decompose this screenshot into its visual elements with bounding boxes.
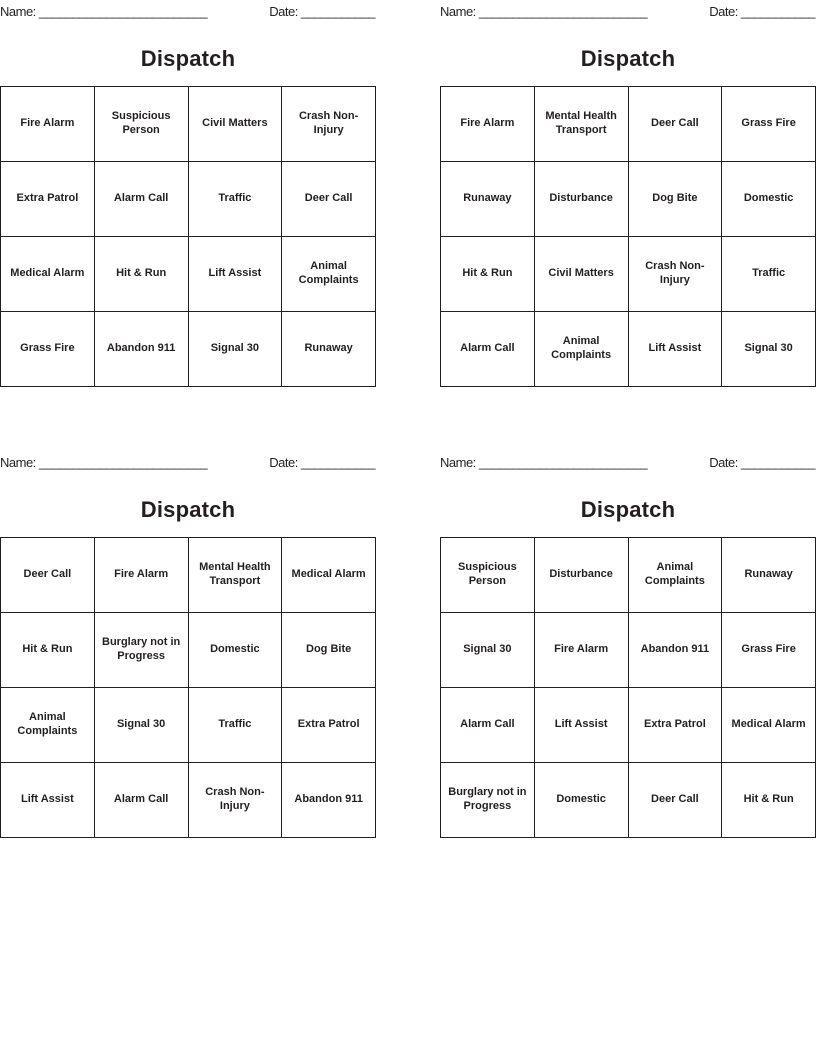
bingo-cell[interactable]: Mental Health Transport — [534, 87, 628, 162]
card-1-table — [0, 86, 376, 387]
bingo-cell[interactable]: Medical Alarm — [722, 688, 816, 763]
card-3-name-field[interactable]: Name: _________________________ — [0, 455, 208, 470]
bingo-cell[interactable]: Civil Matters — [534, 237, 628, 312]
table-row — [441, 312, 816, 387]
bingo-cell[interactable]: Medical Alarm — [282, 538, 376, 613]
table-row — [441, 688, 816, 763]
card-4-meta-row — [440, 451, 816, 477]
table-row — [1, 237, 376, 312]
card-4-date-field[interactable]: Date: ___________ — [709, 455, 815, 470]
bingo-cell[interactable]: Deer Call — [282, 162, 376, 237]
bingo-cell[interactable]: Runaway — [722, 538, 816, 613]
table-row — [1, 763, 376, 838]
card-2-meta-row — [440, 0, 816, 26]
bingo-card-2 — [440, 0, 816, 387]
row-spacer — [440, 387, 816, 451]
table-row — [441, 538, 816, 613]
bingo-cell[interactable]: Hit & Run — [441, 237, 535, 312]
bingo-cell[interactable]: Burglary not in Progress — [94, 613, 188, 688]
table-row — [1, 538, 376, 613]
table-row — [1, 688, 376, 763]
bingo-cell[interactable]: Domestic — [188, 613, 282, 688]
table-row — [441, 763, 816, 838]
bingo-cell[interactable]: Fire Alarm — [1, 87, 95, 162]
bingo-cell[interactable]: Alarm Call — [94, 162, 188, 237]
bingo-card-3 — [0, 451, 376, 838]
bingo-cell[interactable]: Grass Fire — [722, 613, 816, 688]
bingo-cell[interactable]: Signal 30 — [441, 613, 535, 688]
bingo-cell[interactable]: Crash Non-Injury — [628, 237, 722, 312]
bingo-cell[interactable]: Fire Alarm — [94, 538, 188, 613]
table-row — [441, 613, 816, 688]
bingo-cell[interactable]: Runaway — [282, 312, 376, 387]
bingo-cell[interactable]: Dog Bite — [282, 613, 376, 688]
card-3-meta-row — [0, 451, 376, 477]
bingo-cell[interactable]: Medical Alarm — [1, 237, 95, 312]
card-4-title: Dispatch — [580, 497, 676, 522]
bingo-cell[interactable]: Abandon 911 — [282, 763, 376, 838]
bingo-cell[interactable]: Animal Complaints — [282, 237, 376, 312]
card-3-table — [0, 537, 376, 838]
bingo-card-4 — [440, 451, 816, 838]
table-row — [441, 162, 816, 237]
bingo-cell[interactable]: Signal 30 — [188, 312, 282, 387]
bingo-cell[interactable]: Extra Patrol — [628, 688, 722, 763]
table-row — [441, 237, 816, 312]
bingo-cell[interactable]: Lift Assist — [628, 312, 722, 387]
bingo-cell[interactable]: Deer Call — [1, 538, 95, 613]
card-4-table — [440, 537, 816, 838]
bingo-cell[interactable]: Traffic — [188, 162, 282, 237]
bingo-cell[interactable]: Fire Alarm — [441, 87, 535, 162]
bingo-cell[interactable]: Domestic — [534, 763, 628, 838]
bingo-cell[interactable]: Animal Complaints — [1, 688, 95, 763]
bingo-cell[interactable]: Crash Non-Injury — [188, 763, 282, 838]
bingo-cell[interactable]: Mental Health Transport — [188, 538, 282, 613]
table-row — [1, 87, 376, 162]
bingo-cell[interactable]: Grass Fire — [722, 87, 816, 162]
bingo-cell[interactable]: Disturbance — [534, 162, 628, 237]
bingo-cell[interactable]: Extra Patrol — [1, 162, 95, 237]
column-spacer — [376, 451, 440, 838]
card-2-name-field[interactable]: Name: _________________________ — [440, 4, 648, 19]
bingo-cell[interactable]: Deer Call — [628, 763, 722, 838]
bingo-cell[interactable]: Traffic — [722, 237, 816, 312]
card-3-title: Dispatch — [140, 497, 236, 522]
card-1-name-field[interactable]: Name: _________________________ — [0, 4, 208, 19]
bingo-cell[interactable]: Grass Fire — [1, 312, 95, 387]
bingo-cell[interactable]: Lift Assist — [534, 688, 628, 763]
card-2-title: Dispatch — [580, 46, 676, 71]
bingo-cell[interactable]: Hit & Run — [722, 763, 816, 838]
bingo-cell[interactable]: Crash Non-Injury — [282, 87, 376, 162]
bingo-cell[interactable]: Suspicious Person — [94, 87, 188, 162]
column-spacer — [376, 0, 440, 387]
card-1-meta-row — [0, 0, 376, 26]
bingo-cell[interactable]: Signal 30 — [722, 312, 816, 387]
bingo-cell[interactable]: Runaway — [441, 162, 535, 237]
row-spacer — [376, 387, 440, 451]
bingo-cell[interactable]: Dog Bite — [628, 162, 722, 237]
bingo-cell[interactable]: Abandon 911 — [628, 613, 722, 688]
bingo-cell[interactable]: Alarm Call — [94, 763, 188, 838]
card-2-table — [440, 86, 816, 387]
bingo-cell[interactable]: Hit & Run — [94, 237, 188, 312]
bingo-cell[interactable]: Abandon 911 — [94, 312, 188, 387]
table-row — [441, 87, 816, 162]
bingo-cell[interactable]: Animal Complaints — [628, 538, 722, 613]
bingo-cell[interactable]: Lift Assist — [1, 763, 95, 838]
bingo-card-1 — [0, 0, 376, 387]
bingo-cell[interactable]: Suspicious Person — [441, 538, 535, 613]
card-3-date-field[interactable]: Date: ___________ — [269, 455, 375, 470]
row-spacer — [0, 387, 376, 451]
bingo-cell[interactable]: Lift Assist — [188, 237, 282, 312]
bingo-cell[interactable]: Burglary not in Progress — [441, 763, 535, 838]
bingo-cell[interactable]: Fire Alarm — [534, 613, 628, 688]
bingo-cell[interactable]: Signal 30 — [94, 688, 188, 763]
card-2-date-field[interactable]: Date: ___________ — [709, 4, 815, 19]
bingo-cell[interactable]: Civil Matters — [188, 87, 282, 162]
table-row — [1, 613, 376, 688]
table-row — [1, 162, 376, 237]
bingo-cell[interactable]: Hit & Run — [1, 613, 95, 688]
bingo-cell[interactable]: Animal Complaints — [534, 312, 628, 387]
bingo-cell[interactable]: Alarm Call — [441, 312, 535, 387]
bingo-cell[interactable]: Extra Patrol — [282, 688, 376, 763]
card-1-date-field[interactable]: Date: ___________ — [269, 4, 375, 19]
bingo-cell[interactable]: Deer Call — [628, 87, 722, 162]
bingo-cell[interactable]: Alarm Call — [441, 688, 535, 763]
card-1-title: Dispatch — [140, 46, 236, 71]
table-row — [1, 312, 376, 387]
bingo-cell[interactable]: Traffic — [188, 688, 282, 763]
bingo-cell[interactable]: Domestic — [722, 162, 816, 237]
bingo-cell[interactable]: Disturbance — [534, 538, 628, 613]
card-4-name-field[interactable]: Name: _________________________ — [440, 455, 648, 470]
